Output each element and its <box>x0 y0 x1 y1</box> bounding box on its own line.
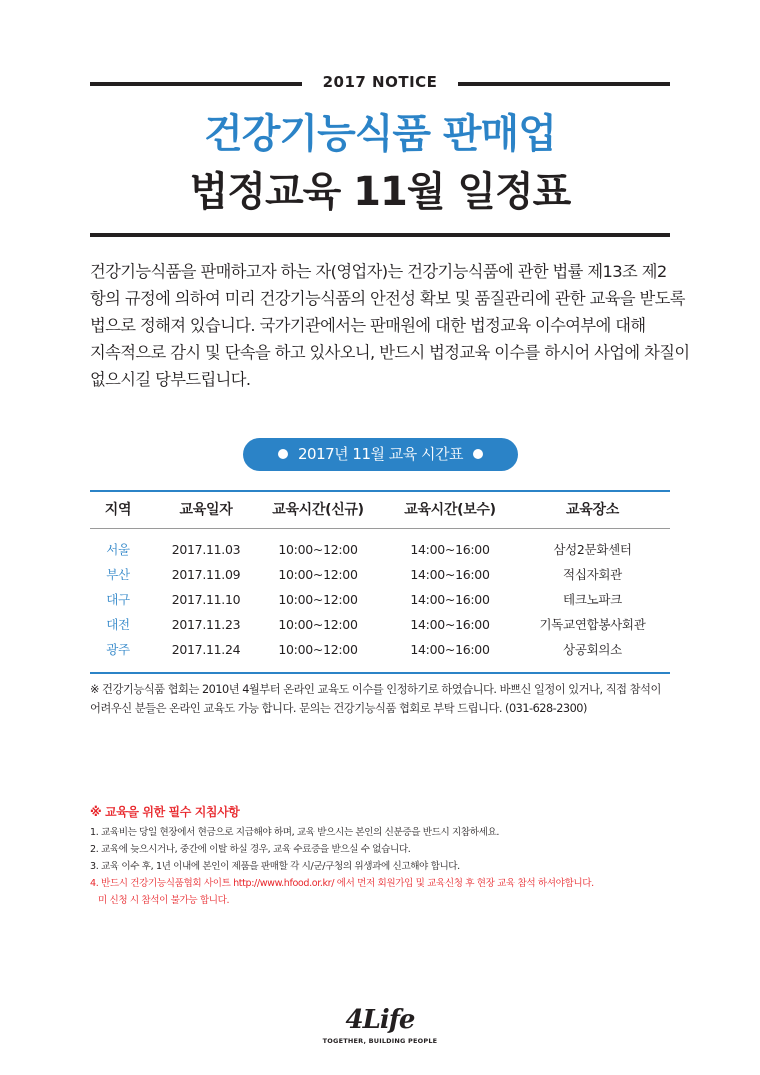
schedule-table <box>90 490 670 674</box>
guideline-item: 1. 교육비는 당일 현장에서 현금으로 지급해야 하며, 교육 받으시는 본인의 신분증을 반드시 지참하세요. <box>90 827 500 838</box>
region-cell: 대전 <box>106 617 130 632</box>
table-body <box>90 529 670 672</box>
table-bottom-rule <box>90 672 670 674</box>
schedule-title-badge <box>243 438 518 471</box>
refresh-time-cell: 14:00~16:00 <box>410 617 490 632</box>
date-cell: 2017.11.24 <box>171 642 241 657</box>
region-cell: 부산 <box>106 567 130 582</box>
date-cell: 2017.11.03 <box>171 542 241 557</box>
new-time-cell: 10:00~12:00 <box>278 542 358 557</box>
venue-cell: 적십자회관 <box>563 567 622 582</box>
intro-line: 건강기능식품을 판매하고자 하는 자(영업자)는 건강기능식품에 관한 법률 제13조 제2 <box>90 262 667 281</box>
page-title-line2: 법정교육 11월 일정표 <box>189 169 571 215</box>
table-row <box>90 562 670 587</box>
column-header-date: 교육일자 <box>179 502 233 518</box>
table-row <box>90 537 670 562</box>
guidelines-list <box>90 824 672 909</box>
intro-line: 지속적으로 감시 및 단속을 하고 있사오니, 반드시 법정교육 이수를 하시어 사업에 차질이 <box>90 343 690 362</box>
guideline-item: 2. 교육에 늦으시거나, 중간에 이탈 하실 경우, 교육 수료증을 받으실 수 없습니다. <box>90 844 411 855</box>
footnote-line: ※ 건강기능식품 협회는 2010년 4월부터 온라인 교육도 이수를 인정하기로 하였습니다. 바쁘신 일정이 있거나, 직접 참석이 <box>90 683 661 696</box>
bullet-dot-icon <box>473 449 483 459</box>
column-header-venue: 교육장소 <box>566 502 619 518</box>
brand-logo <box>300 1005 460 1045</box>
divider <box>90 233 670 237</box>
new-time-cell: 10:00~12:00 <box>278 567 358 582</box>
column-header-new-time: 교육시간(신규) <box>272 502 364 518</box>
intro-line: 없으시길 당부드립니다. <box>90 370 251 389</box>
page-title-line1: 건강기능식품 판매업 <box>204 111 556 157</box>
schedule-title: 2017년 11월 교육 시간표 <box>298 445 463 463</box>
region-cell: 광주 <box>106 642 130 657</box>
region-cell: 대구 <box>106 592 130 607</box>
guideline-warning: 4. 반드시 건강기능식품협회 사이트 http://www.hfood.or.kr/ 에서 먼저 회원가입 및 교육신청 후 현장 교육 참석 하셔야합니다. <box>90 878 594 889</box>
notice-label: 2017 NOTICE <box>322 73 438 91</box>
guidelines-title: ※ 교육을 위한 필수 지침사항 <box>90 805 240 819</box>
divider <box>90 82 302 86</box>
venue-cell: 기독교연합봉사회관 <box>539 617 646 632</box>
bullet-dot-icon <box>278 449 288 459</box>
online-education-note <box>90 680 672 718</box>
refresh-time-cell: 14:00~16:00 <box>410 542 490 557</box>
refresh-time-cell: 14:00~16:00 <box>410 592 490 607</box>
logo-wordmark: 4Life <box>345 1005 415 1035</box>
table-header-row <box>90 492 670 528</box>
region-cell: 서울 <box>106 542 130 557</box>
divider <box>458 82 670 86</box>
logo-tagline: TOGETHER, BUILDING PEOPLE <box>322 1037 438 1045</box>
table-row <box>90 612 670 637</box>
refresh-time-cell: 14:00~16:00 <box>410 642 490 657</box>
venue-cell: 테크노파크 <box>563 592 622 607</box>
date-cell: 2017.11.23 <box>171 617 241 632</box>
intro-line: 법으로 정해져 있습니다. 국가기관에서는 판매원에 대한 법정교육 이수여부에 대해 <box>90 316 646 335</box>
new-time-cell: 10:00~12:00 <box>278 617 358 632</box>
guideline-item: 3. 교육 이수 후, 1년 이내에 본인이 제품을 판매할 각 시/군/구청의 위생과에 신고해야 합니다. <box>90 861 460 872</box>
intro-line: 항의 규정에 의하여 미리 건강기능식품의 안전성 확보 및 품질관리에 관한 교육을 받도록 <box>90 289 685 308</box>
date-cell: 2017.11.10 <box>171 592 241 607</box>
new-time-cell: 10:00~12:00 <box>278 642 358 657</box>
new-time-cell: 10:00~12:00 <box>278 592 358 607</box>
intro-paragraph <box>90 258 690 393</box>
table-row <box>90 587 670 612</box>
table-row <box>90 637 670 662</box>
footnote-line: 어려우신 분들은 온라인 교육도 가능 합니다. 문의는 건강기능식품 협회로 부탁 드립니다. (031-628-2300) <box>90 702 587 715</box>
refresh-time-cell: 14:00~16:00 <box>410 567 490 582</box>
notice-header <box>90 72 670 96</box>
guideline-warning-note: 미 신청 시 참석이 불가능 합니다. <box>98 895 230 906</box>
venue-cell: 상공회의소 <box>563 642 622 657</box>
venue-cell: 삼성2문화센터 <box>553 542 632 557</box>
date-cell: 2017.11.09 <box>171 567 241 582</box>
column-header-region: 지역 <box>104 502 132 518</box>
column-header-refresh-time: 교육시간(보수) <box>404 502 496 518</box>
